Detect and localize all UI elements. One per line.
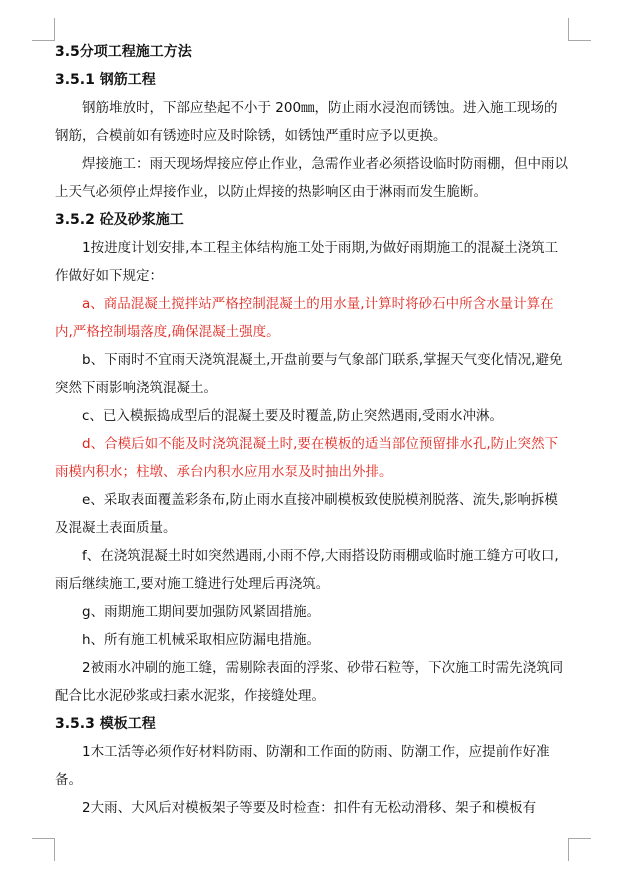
heading-rebar: 3.5.1 钢筋工程 — [55, 72, 156, 88]
concrete-item-e: e、采取表面覆盖彩条布,防止雨水直接冲刷模板致使脱模剂脱落、流失,影响拆模及混凝土表面质量。 — [55, 492, 558, 536]
crop-mark-top-left — [32, 18, 55, 41]
concrete-item-a: a、商品混凝土搅拌站严格控制混凝土的用水量,计算时将砂石中所含水量计算在内,严格控制塌落度,确保混凝土强度。 — [55, 296, 554, 340]
concrete-item-d: d、合模后如不能及时浇筑混凝土时,要在模板的适当部位预留排水孔,防止突然下雨模内积水；柱墩、承台内积水应用水泵及时抽出外排。 — [55, 436, 559, 480]
document-body — [55, 38, 569, 822]
concrete-item-h: h、所有施工机械采取相应防漏电措施。 — [82, 632, 321, 648]
formwork-paragraph-1: 1木工活等必须作好材料防雨、防潮和工作面的防雨、防潮工作，应提前作好准备。 — [55, 744, 550, 788]
concrete-intro-paragraph: 1按进度计划安排,本工程主体结构施工处于雨期,为做好雨期施工的混凝土浇筑工作做好如下规定： — [55, 240, 559, 284]
rebar-welding-paragraph: 焊接施工：雨天现场焊接应停止作业，急需作业者必须搭设临时防雨棚，但中雨以上天气必须停止焊接作业，以防止焊接的热影响区由于淋雨而发生脆断。 — [55, 156, 568, 200]
heading-formwork: 3.5.3 模板工程 — [55, 716, 156, 732]
crop-mark-bottom-right — [568, 838, 591, 861]
concrete-item-b: b、下雨时不宜雨天浇筑混凝土,开盘前要与气象部门联系,掌握天气变化情况,避免突然下雨影响浇筑混凝土。 — [55, 352, 563, 396]
rebar-storage-paragraph: 钢筋堆放时，下部应垫起不小于 200㎜，防止雨水浸泡而锈蚀。进入施工现场的钢筋，合模前如有锈迹时应及时除锈，如锈蚀严重时应予以更换。 — [55, 100, 558, 144]
concrete-item-g: g、雨期施工期间要加强防风紧固措施。 — [82, 604, 321, 620]
crop-mark-bottom-left — [32, 838, 55, 861]
section-title: 3.5分项工程施工方法 — [55, 44, 192, 60]
formwork-paragraph-2: 2大雨、大风后对模板架子等要及时检查：扣件有无松动滑移、架子和模板有 — [82, 800, 537, 816]
concrete-joint-paragraph: 2被雨水冲刷的施工缝，需剔除表面的浮浆、砂带石粒等，下次施工时需先浇筑同配合比水泥砂浆或扫素水泥浆，作接缝处理。 — [55, 660, 564, 704]
heading-concrete: 3.5.2 砼及砂浆施工 — [55, 212, 184, 228]
concrete-item-f: f、在浇筑混凝土时如突然遇雨,小雨不停,大雨搭设防雨棚或临时施工缝方可收口,雨后继续施工,要对施工缝进行处理后再浇筑。 — [55, 548, 559, 592]
crop-mark-top-right — [568, 18, 591, 41]
concrete-item-c: c、已入模振捣成型后的混凝土要及时覆盖,防止突然遇雨,受雨水冲淋。 — [82, 408, 504, 424]
